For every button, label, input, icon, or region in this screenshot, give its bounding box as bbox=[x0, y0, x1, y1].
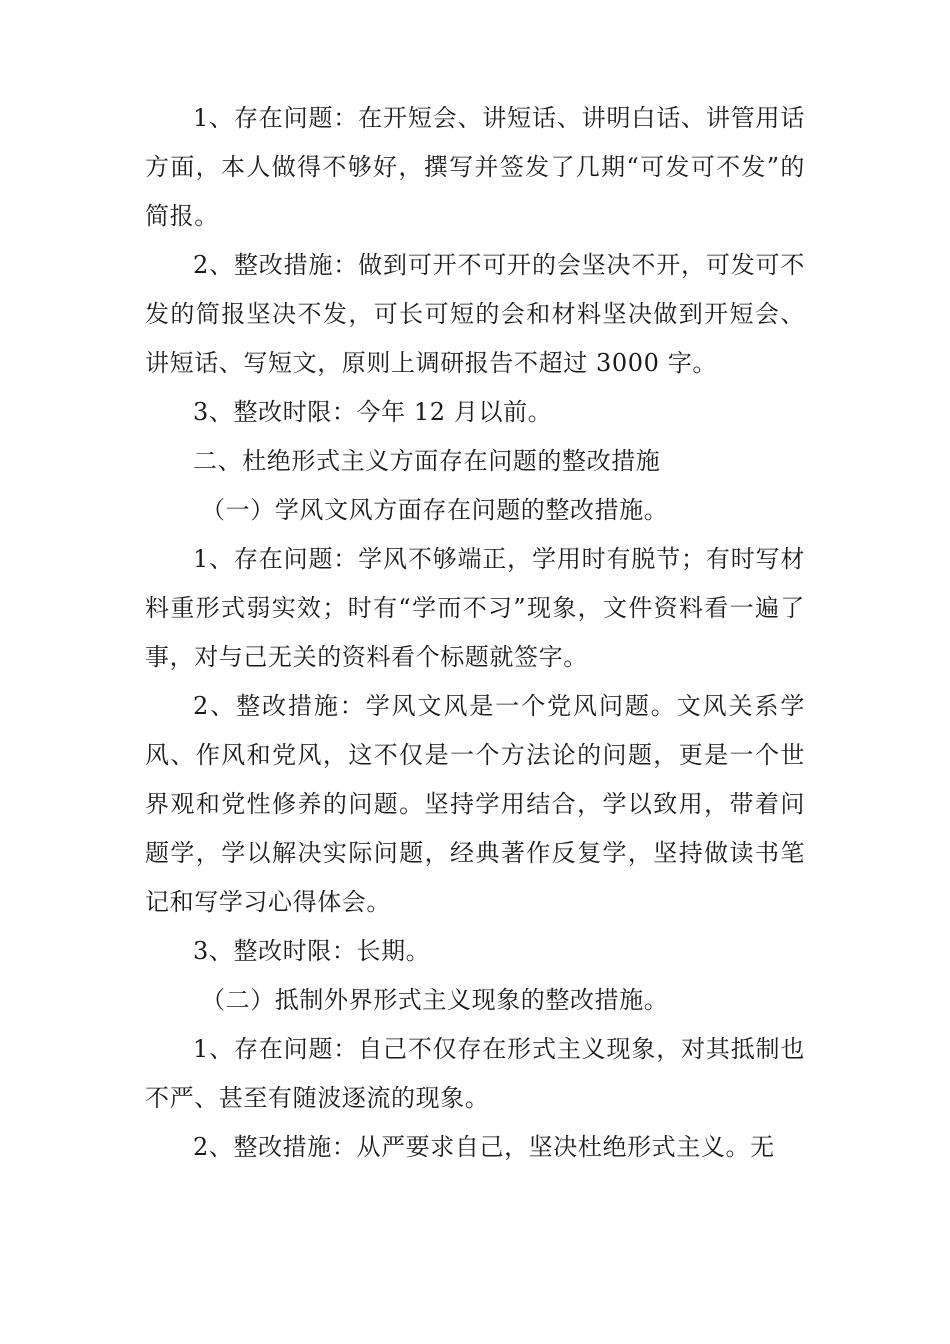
subsection-heading-1: （一）学风文风方面存在问题的整改措施。 bbox=[201, 496, 669, 524]
section-heading-2: 二、杜绝形式主义方面存在问题的整改措施 bbox=[193, 447, 661, 475]
paragraph-problem-1b: 1、存在问题：学风不够端正，学用时有脱节；有时写材料重形式弱实效；时有“学而不习”现象，文件资料看一遍了事，对与己无关的资料看个标题就签字。 bbox=[145, 545, 805, 671]
paragraph-problem-1c: 1、存在问题：自己不仅存在形式主义现象，对其抵制也不严、甚至有随波逐流的现象。 bbox=[145, 1035, 805, 1112]
paragraph-problem-1: 1、存在问题：在开短会、讲短话、讲明白话、讲管用话方面，本人做得不够好，撰写并签发了几期“可发可不发”的简报。 bbox=[145, 104, 805, 230]
subsection-heading-2: （二）抵制外界形式主义现象的整改措施。 bbox=[201, 986, 669, 1014]
paragraph-measure-2b: 2、整改措施：学风文风是一个党风问题。文风关系学风、作风和党风，这不仅是一个方法论的问题，更是一个世界观和党性修养的问题。坚持学用结合，学以致用，带着问题学，学以解决实际问题，经典著作反复学，坚持做读书笔记和写学习心得体会。 bbox=[145, 692, 805, 916]
paragraph-deadline-3: 3、整改时限：今年 12 月以前。 bbox=[193, 398, 553, 426]
paragraph-measure-2: 2、整改措施：做到可开不可开的会坚决不开，可发可不发的简报坚决不发，可长可短的会和材料坚决做到开短会、讲短话、写短文，原则上调研报告不超过 3000 字。 bbox=[145, 251, 805, 377]
document-body bbox=[145, 94, 805, 1172]
paragraph-measure-2c: 2、整改措施：从严要求自己，坚决杜绝形式主义。无 bbox=[193, 1133, 775, 1161]
paragraph-deadline-3b: 3、整改时限：长期。 bbox=[193, 937, 431, 965]
